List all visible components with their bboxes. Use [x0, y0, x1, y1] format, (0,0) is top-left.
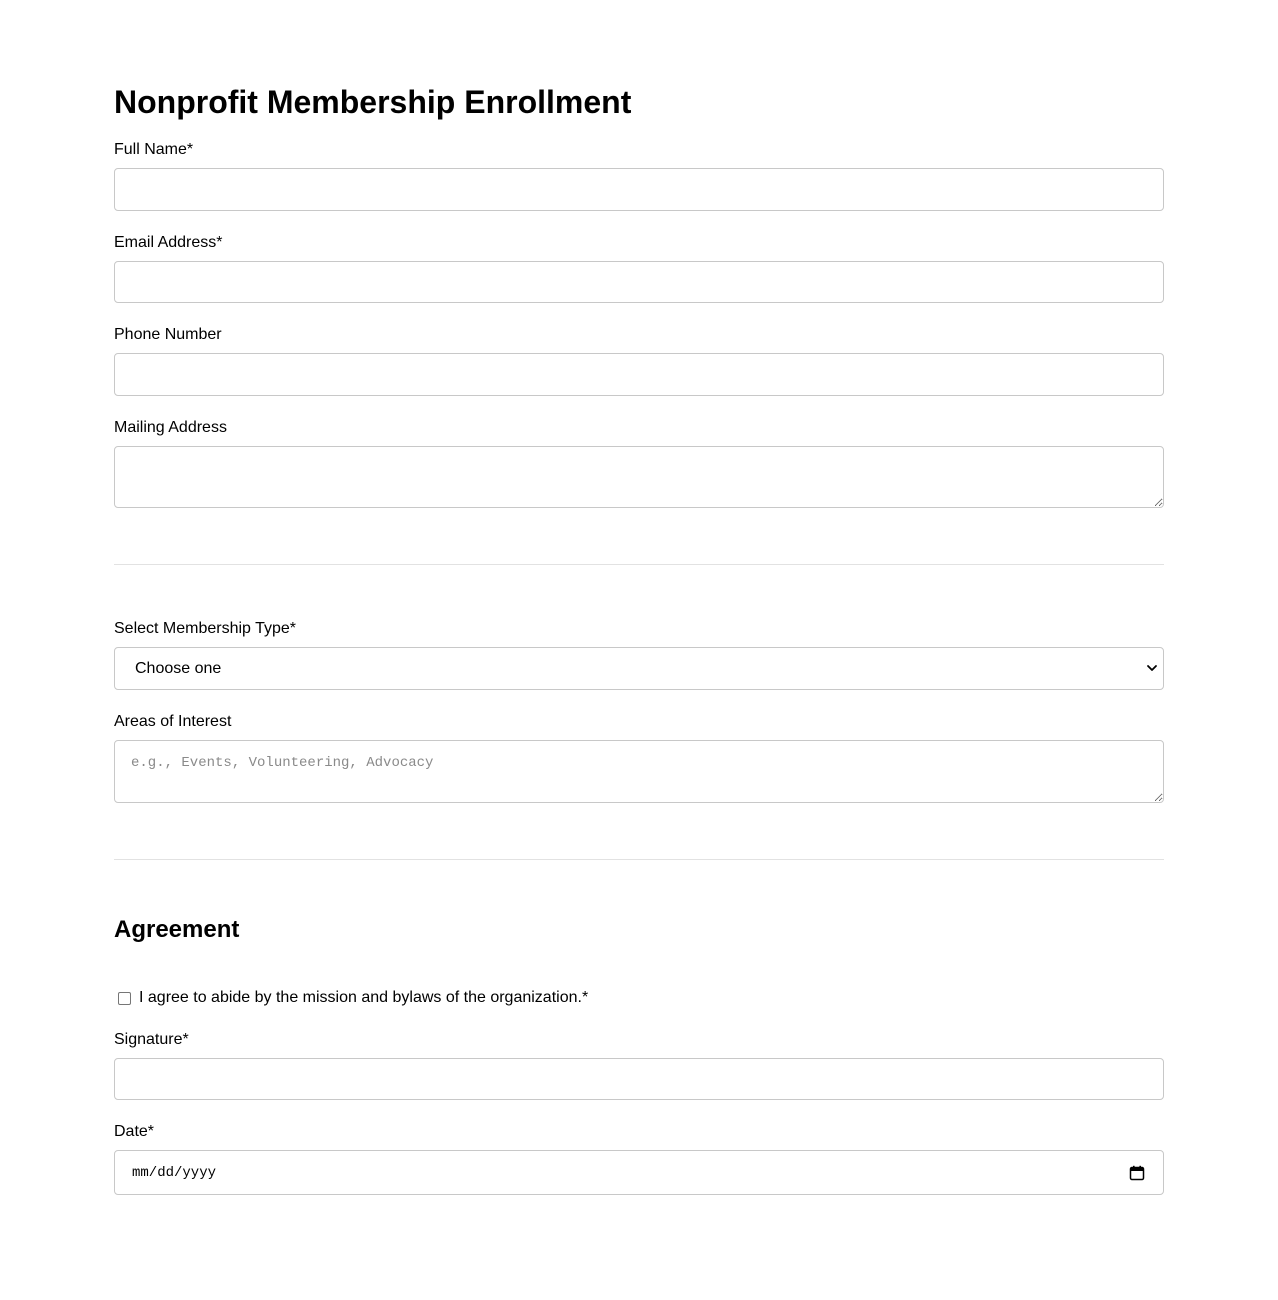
agreement-checkbox[interactable]: [118, 992, 131, 1005]
date-label: Date*: [114, 1123, 155, 1140]
agreement-heading: Agreement: [114, 916, 240, 943]
email-input[interactable]: [114, 261, 1164, 303]
interests-textarea[interactable]: [114, 740, 1164, 803]
phone-input[interactable]: [114, 353, 1164, 396]
signature-input[interactable]: [114, 1058, 1164, 1100]
date-input[interactable]: [114, 1150, 1164, 1195]
date-placeholder: mm/dd/yyyy: [132, 1165, 217, 1181]
full-name-label: Full Name*: [114, 141, 194, 158]
membership-type-label: Select Membership Type*: [114, 620, 297, 637]
section-divider: [114, 859, 1164, 860]
page-title: Nonprofit Membership Enrollment: [114, 84, 632, 120]
mailing-address-textarea[interactable]: [114, 446, 1164, 508]
full-name-input[interactable]: [114, 168, 1164, 211]
interests-label: Areas of Interest: [114, 713, 232, 730]
membership-type-select[interactable]: [114, 647, 1164, 690]
signature-label: Signature*: [114, 1031, 189, 1048]
chevron-down-icon: [1145, 661, 1159, 675]
email-label: Email Address*: [114, 234, 223, 251]
section-divider: [114, 564, 1164, 565]
agreement-row: [118, 988, 588, 1008]
membership-type-value: Choose one: [135, 660, 222, 677]
mailing-address-label: Mailing Address: [114, 419, 227, 436]
phone-label: Phone Number: [114, 326, 222, 343]
agreement-label[interactable]: I agree to abide by the mission and bylaws of the organization.*: [139, 989, 589, 1006]
calendar-icon[interactable]: [1129, 1165, 1145, 1181]
